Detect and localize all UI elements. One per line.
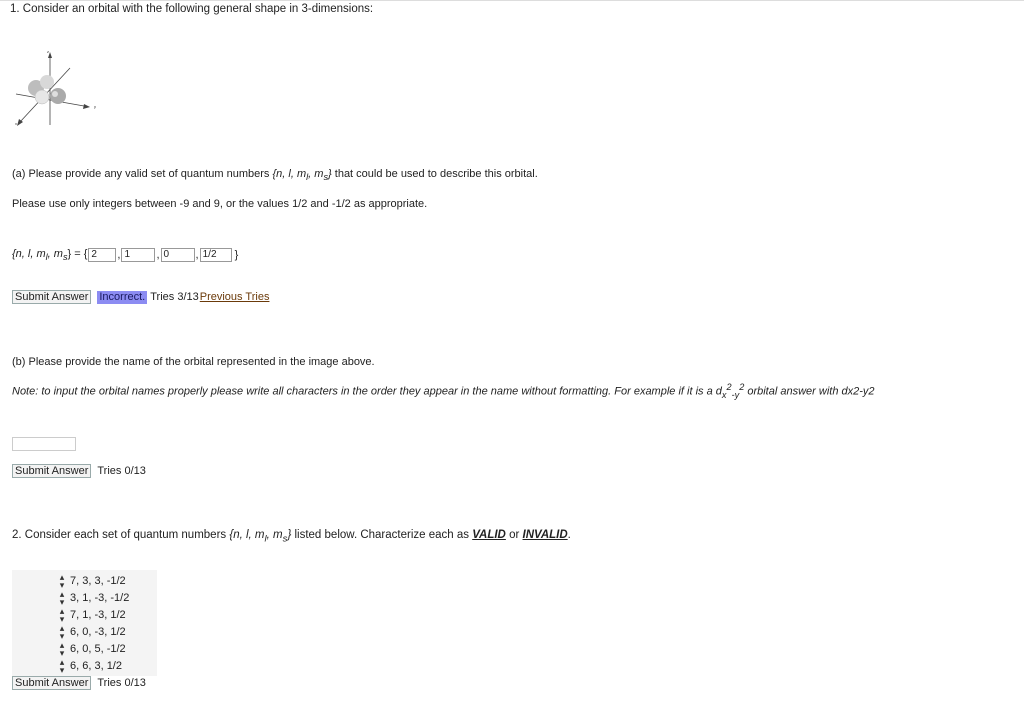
quantum-set-list: [12, 570, 157, 676]
tries-count-a: Tries 3/13: [150, 291, 199, 303]
updown-arrow-icon[interactable]: ▴ ▾: [59, 657, 65, 675]
invalid-label: INVALID: [522, 529, 568, 541]
y-axis-label: y: [94, 104, 96, 109]
question-2-submit-row: [12, 676, 146, 690]
part-a-prompt: (a) Please provide any valid set of quantum numbers {n, l, $m_l$, $m_s$} that could be used to describe this orbital.: [12, 168, 538, 183]
top-border: [0, 0, 1024, 1]
valid-label: VALID: [472, 529, 506, 541]
part-b-note: Note: to input the orbital names properly please write all characters in the order they appear in the name without formatting. For example if it is a $d_x^2_{-y}^2$ orbital answer with dx2-y2: [12, 382, 875, 400]
input-ml[interactable]: 0: [161, 248, 195, 262]
list-item[interactable]: ▴ ▾ 6, 0, -3, 1/2: [59, 623, 126, 641]
incorrect-badge: Incorrect.: [99, 290, 146, 303]
part-b-submit-row: [12, 464, 146, 478]
updown-arrow-icon[interactable]: ▴ ▾: [59, 589, 65, 607]
tries-count-c: Tries 0/13: [97, 677, 146, 689]
input-ms[interactable]: 1/2: [200, 248, 232, 262]
orbital-name-input[interactable]: [12, 437, 76, 451]
z-axis-label: z: [47, 50, 49, 54]
part-a-submit-row: [12, 290, 269, 304]
list-item[interactable]: ▴ ▾ 7, 1, -3, 1/2: [59, 606, 126, 624]
input-l[interactable]: 1: [121, 248, 155, 262]
list-item[interactable]: ▴ ▾ 6, 6, 3, 1/2: [59, 657, 122, 675]
list-item[interactable]: ▴ ▾ 7, 3, 3, -1/2: [59, 572, 126, 590]
updown-arrow-icon[interactable]: ▴ ▾: [59, 640, 65, 658]
input-n[interactable]: 2: [88, 248, 116, 262]
question-1-title: 1. Consider an orbital with the following general shape in 3-dimensions:: [10, 3, 374, 15]
submit-answer-button-b[interactable]: Submit Answer: [12, 464, 91, 478]
submit-answer-button-c[interactable]: Submit Answer: [12, 676, 91, 690]
tries-count-b: Tries 0/13: [97, 465, 146, 477]
previous-tries-link[interactable]: Previous Tries: [199, 291, 270, 303]
qn-label: {n, l, $m_l$, $m_s$} = {: [12, 248, 88, 263]
x-axis-label: x: [15, 121, 17, 126]
part-a-instruction: Please use only integers between -9 and 9, or the values 1/2 and -1/2 as appropriate.: [12, 198, 428, 210]
submit-answer-button-a[interactable]: Submit Answer: [12, 290, 91, 304]
list-item[interactable]: ▴ ▾ 6, 0, 5, -1/2: [59, 640, 126, 658]
updown-arrow-icon[interactable]: ▴ ▾: [59, 572, 65, 590]
updown-arrow-icon[interactable]: ▴ ▾: [59, 623, 65, 641]
quantum-number-inputs: {n, l, $m_l$, $m_s$} = { 2 , 1 , 0 , 1/2 }: [12, 248, 239, 263]
question-2-prompt: 2. Consider each set of quantum numbers {n, l, $m_l$, $m_s$} listed below. Characterize each as VALID or INVALID.: [12, 529, 571, 545]
part-b-prompt: (b) Please provide the name of the orbital represented in the image above.: [12, 356, 375, 368]
orbital-image: [14, 50, 108, 130]
list-item[interactable]: ▴ ▾ 3, 1, -3, -1/2: [59, 589, 130, 607]
updown-arrow-icon[interactable]: ▴ ▾: [59, 606, 65, 624]
